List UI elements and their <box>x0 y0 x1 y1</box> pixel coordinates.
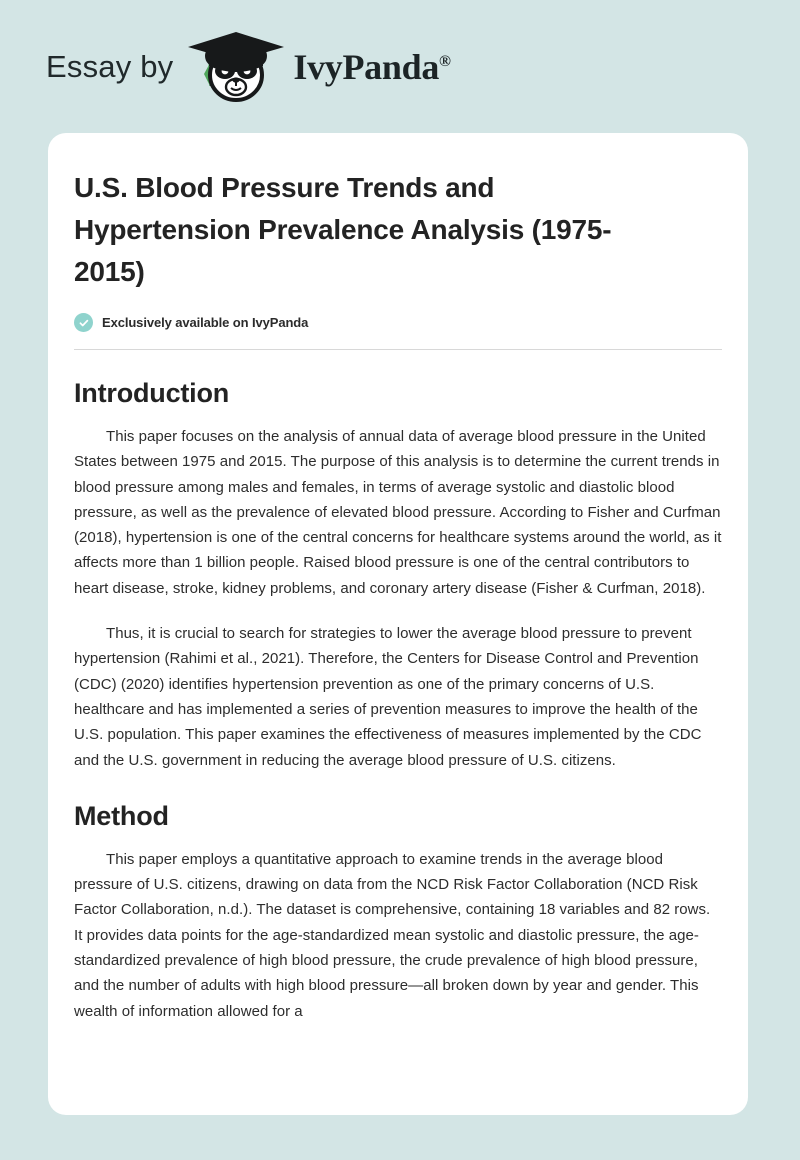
title-divider <box>74 349 722 350</box>
exclusive-availability-badge <box>74 313 722 332</box>
ivypanda-wordmark <box>293 46 451 87</box>
page-title: U.S. Blood Pressure Trends and Hypertension Prevalence Analysis (1975-2015) <box>74 172 612 287</box>
check-circle-icon <box>74 313 93 332</box>
ivypanda-logo[interactable] <box>187 30 450 104</box>
paragraph-introduction-2: Thus, it is crucial to search for strategies to lower the average blood pressure to prevent hypertension (Rahimi et al., 2021). Therefore, the Centers for Disease Control and Prevention (CDC) (2020) identifies hypertension prevention as one of the primary concerns of U.S. healthcare and has implemented a series of prevention measures to improve the health of the U.S. population. This paper examines the effectiveness of measures implemented by the CDC and the U.S. government in reducing the average blood pressure of U.S. citizens. <box>74 625 702 769</box>
panda-graduate-logo-icon <box>187 30 291 104</box>
paragraph-method-1: This paper employs a quantitative approach to examine trends in the average blood pressure of U.S. citizens, drawing on data from the NCD Risk Factor Collaboration (NCD Risk Factor Collaboration, n.d.). The dataset is comprehensive, containing 18 variables and 82 rows. It provides data points for the age-standardized mean systolic and diastolic pressure, the age-standardized prevalence of high blood pressure, the crude prevalence of high blood pressure, and the number of adults with high blood pressure—all broken down by year and gender. This wealth of information allowed for a <box>74 850 711 1020</box>
registered-trademark-mark: ® <box>439 52 451 70</box>
brand-header <box>0 0 800 133</box>
exclusive-availability-label: Exclusively available on IvyPanda <box>102 315 309 330</box>
section-heading-introduction: Introduction <box>74 378 230 408</box>
paragraph-introduction-1: This paper focuses on the analysis of annual data of average blood pressure in the United States between 1975 and 2015. The purpose of this analysis is to determine the current trends in blood pressure among males and females, in terms of average systolic and diastolic blood pressure, as well as the prevalence of elevated blood pressure. According to Fisher and Curfman (2018), hypertension is one of the central concerns for healthcare systems around the world, as it affects more than 1 billion people. Raised blood pressure is one of the central contributors to heart disease, stroke, kidney problems, and coronary artery disease (Fisher & Curfman, 2018). <box>74 428 722 597</box>
section-heading-method: Method <box>74 800 169 831</box>
wordmark-text: IvyPanda <box>293 46 440 87</box>
document-card <box>48 133 748 1115</box>
brand-prefix-label: Essay by <box>46 49 174 84</box>
